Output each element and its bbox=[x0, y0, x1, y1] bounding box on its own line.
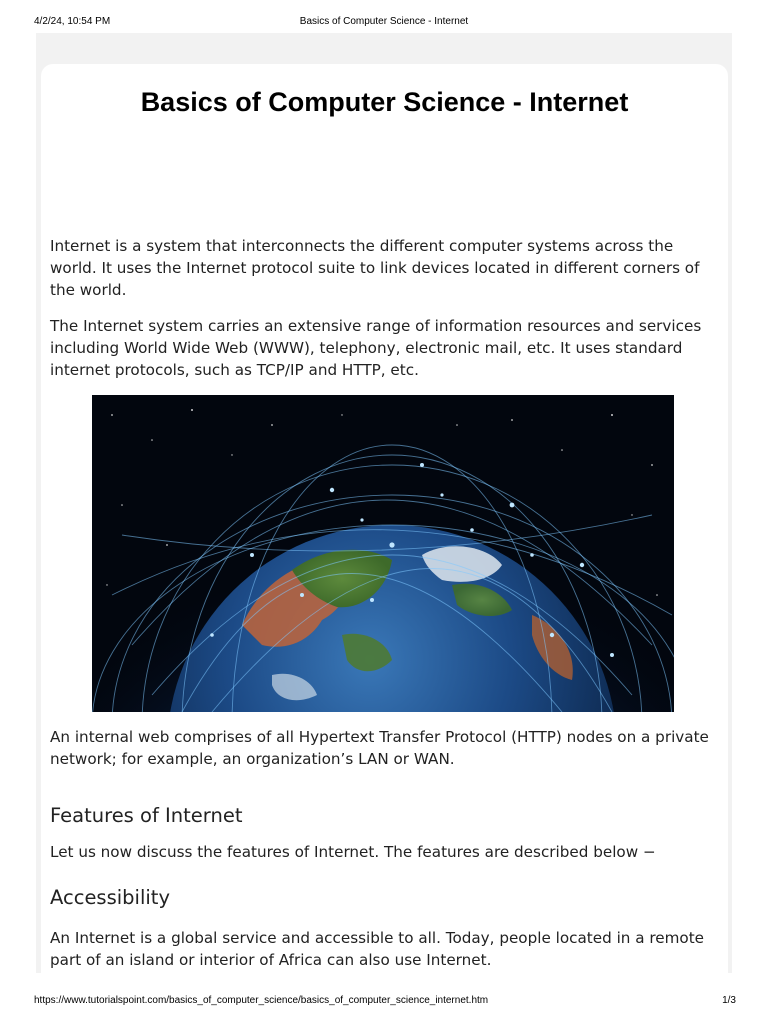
features-intro-paragraph: Let us now discuss the features of Internet. The features are described below − bbox=[50, 843, 656, 861]
print-header bbox=[0, 16, 768, 30]
internal-web-paragraph: An internal web comprises of all Hypertext Transfer Protocol (HTTP) nodes on a private network; for example, an organization’s LAN or WAN. bbox=[50, 728, 709, 768]
globe-network-image bbox=[92, 395, 674, 712]
print-footer-url: https://www.tutorialspoint.com/basics_of_computer_science/basics_of_computer_science_internet.htm bbox=[34, 995, 489, 1006]
intro-paragraph-1: Internet is a system that interconnects the different computer systems across the world. It uses the Internet protocol suite to link devices located in different corners of the world. bbox=[50, 237, 700, 299]
features-heading: Features of Internet bbox=[50, 804, 243, 827]
accessibility-heading: Accessibility bbox=[50, 886, 170, 909]
print-header-datetime: 4/2/24, 10:54 PM bbox=[34, 16, 111, 27]
accessibility-paragraph: An Internet is a global service and accessible to all. Today, people located in a remote part of an island or interior of Africa can also use Internet. bbox=[50, 929, 705, 969]
page-title: Basics of Computer Science - Internet bbox=[140, 87, 629, 117]
intro-paragraph-2: The Internet system carries an extensive range of information resources and services including World Wide Web (WWW), telephony, electronic mail, etc. It uses standard internet protocols, such as TCP/IP and HTTP, etc. bbox=[50, 317, 702, 379]
print-footer bbox=[0, 995, 768, 1009]
print-footer-page-number: 1/3 bbox=[722, 995, 736, 1006]
print-header-title: Basics of Computer Science - Internet bbox=[299, 16, 469, 27]
